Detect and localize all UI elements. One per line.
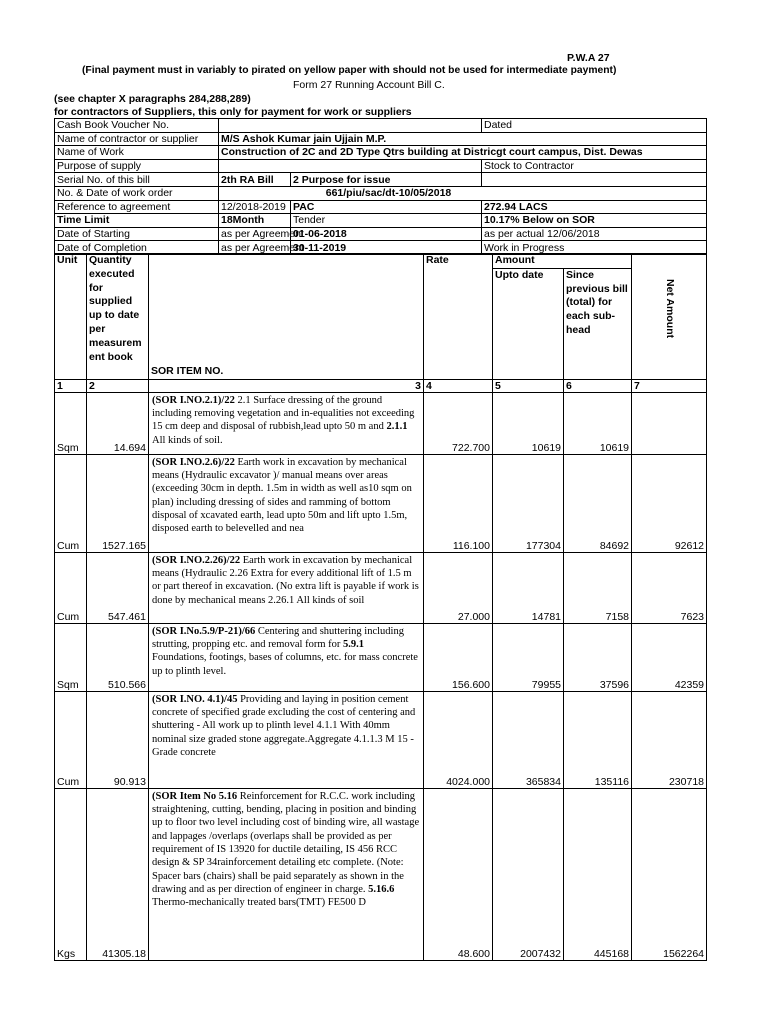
row-since-amount: 10619	[564, 392, 632, 454]
table-row	[55, 623, 707, 691]
work-value: Construction of 2C and 2D Type Qtrs building at Districgt court campus, Dist. Dewas	[219, 146, 707, 160]
form-code: P.W.A 27	[567, 52, 610, 64]
row-unit: Cum	[55, 552, 87, 623]
row-unit: Sqm	[55, 623, 87, 691]
col-number: 1	[55, 379, 87, 392]
purpose-label: Purpose of supply	[55, 159, 219, 173]
row-rate: 722.700	[424, 392, 493, 454]
sor-code: (SOR I.NO.2.1)/22	[152, 394, 235, 406]
purpose-issue: 2 Purpose for issue	[291, 173, 482, 187]
row-since-amount: 7158	[564, 552, 632, 623]
row-description	[149, 691, 424, 788]
row-quantity: 547.461	[87, 552, 149, 623]
sor-subcode: 5.16.6	[368, 883, 395, 895]
sor-text: Reinforcement for R.C.C. work including straightening, cutting, bending, placing in position and binding up to floor two level including cost of binding wire, all wastage and lappages /overlaps (overlaps shall be provided as per requirement of IS 13920 for ductile detailing, IS 456 RCC design & SP 34rainforcement detailing etc complete. (Note: Spacer bars (chairs) shall be paid separately as shown in the drawing and as per direction of engineer in charge.	[152, 790, 420, 895]
bill-info-table	[54, 118, 707, 255]
row-description	[149, 392, 424, 454]
table-row	[55, 392, 707, 454]
dated-label: Dated	[482, 119, 707, 133]
start-label: Date of Starting	[55, 227, 219, 241]
row-unit: Cum	[55, 454, 87, 552]
col-item-header: SOR ITEM NO.	[149, 254, 424, 380]
sor-subcode: 2.1.1	[386, 421, 408, 433]
info-row-serial	[55, 173, 707, 187]
info-row-purpose	[55, 159, 707, 173]
row-net-amount: 42359	[632, 623, 707, 691]
col-net-header	[632, 254, 707, 380]
agreement-value: 12/2018-2019	[219, 200, 291, 214]
sor-text: Earth work in excavation by mechanical means (Hydraulic excavator )/ manual means over areas (exceeding 30cm in depth. 1.5m in width as well as10 sqm on plan) including dressing of sides and ramming of bottom disposal of xcavated earth, lead upto 50m and lift upto 1.5m, disposed earth to belevelled and nea	[152, 456, 412, 535]
row-since-amount: 445168	[564, 788, 632, 960]
row-upto-amount: 365834	[493, 691, 564, 788]
completion-label: Date of Completion	[55, 241, 219, 255]
row-net-amount: 92612	[632, 454, 707, 552]
info-row-time	[55, 214, 707, 228]
net-amount-label: Net Amount	[663, 279, 676, 339]
pac-label: PAC	[291, 200, 482, 214]
sor-code: (SOR I.NO.2.26)/22	[152, 554, 241, 566]
row-rate: 48.600	[424, 788, 493, 960]
row-unit: Cum	[55, 691, 87, 788]
col-number: 3	[149, 379, 424, 392]
info-row-contractor	[55, 132, 707, 146]
row-description	[149, 454, 424, 552]
sor-code: (SOR I.NO.2.6)/22	[152, 456, 235, 468]
agreement-label: Reference to agreement	[55, 200, 219, 214]
instruction-line: (Final payment must in variably to pirated on yellow paper with should not be used for intermediate payment)	[82, 65, 617, 76]
work-status: Work in Progress	[482, 241, 707, 255]
sor-subcode: 5.9.1	[343, 639, 364, 651]
sor-code: (SOR Item No 5.16	[152, 790, 238, 802]
order-value: 661/piu/sac/dt-10/05/2018	[219, 186, 707, 200]
info-row-work	[55, 146, 707, 160]
scope-line: for contractors of Suppliers, this only for payment for work or suppliers	[54, 106, 412, 118]
sor-text: Providing and laying in position cement concrete of specified grade excluding the cost of centering and shuttering - All work up to plinth level 4.1.1 With 40mm nominal size graded stone aggregate.Aggregate 4.1.1.3 M 15 - Grade concrete	[152, 693, 416, 758]
info-row-cash-book	[55, 119, 707, 133]
table-header-row	[55, 254, 707, 269]
row-rate: 27.000	[424, 552, 493, 623]
work-label: Name of Work	[55, 146, 219, 160]
column-number-row	[55, 379, 707, 392]
start-agreement-value: 01-06-2018	[291, 227, 482, 241]
col-number: 4	[424, 379, 493, 392]
pac-value: 272.94 LACS	[482, 200, 707, 214]
contractor-label: Name of contractor or supplier	[55, 132, 219, 146]
table-row	[55, 691, 707, 788]
col-number: 7	[632, 379, 707, 392]
col-number: 6	[564, 379, 632, 392]
row-rate: 156.600	[424, 623, 493, 691]
row-upto-amount: 14781	[493, 552, 564, 623]
row-since-amount: 84692	[564, 454, 632, 552]
chapter-reference: (see chapter X paragraphs 284,288,289)	[54, 93, 251, 105]
row-since-amount: 37596	[564, 623, 632, 691]
col-number: 2	[87, 379, 149, 392]
time-value: 18Month	[219, 214, 291, 228]
purpose-value	[219, 159, 482, 173]
row-net-amount: 1562264	[632, 788, 707, 960]
time-label: Time Limit	[55, 214, 219, 228]
sor-text: Earth work in excavation by mechanical means (Hydraulic 2.26 Extra for every additional lift of 1.5 m or part thereof in excavation. (No extra lift is payable if work is done by mechanical means 2.26.1 All kinds of soil	[152, 554, 419, 606]
sor-code: (SOR I.No.5.9/P-21)/66	[152, 625, 256, 637]
order-label: No. & Date of work order	[55, 186, 219, 200]
row-rate: 116.100	[424, 454, 493, 552]
cash-book-label: Cash Book Voucher No.	[55, 119, 219, 133]
serial-value: 2th RA Bill	[219, 173, 291, 187]
completion-agreement-label: as per Agreement	[219, 241, 291, 255]
sor-text: Centering and shuttering including strutting, propping etc. and removal form for	[152, 625, 404, 651]
row-net-amount: 230718	[632, 691, 707, 788]
col-qty-header: Quantity executed for supplied up to date per measurem ent book	[87, 254, 149, 380]
completion-agreement-value: 30-11-2019	[291, 241, 482, 255]
sor-code: (SOR I.NO. 4.1)/45	[152, 693, 238, 705]
stock-label: Stock to Contractor	[482, 159, 707, 173]
row-quantity: 510.566	[87, 623, 149, 691]
col-amount-header: Amount	[493, 254, 632, 269]
info-row-agreement	[55, 200, 707, 214]
row-unit: Sqm	[55, 392, 87, 454]
sor-subtext: All kinds of soil.	[152, 434, 223, 446]
row-description	[149, 552, 424, 623]
form-title: Form 27 Running Account Bill C.	[293, 79, 445, 91]
tender-value: 10.17% Below on SOR	[482, 214, 707, 228]
row-quantity: 41305.18	[87, 788, 149, 960]
row-upto-amount: 79955	[493, 623, 564, 691]
row-upto-amount: 177304	[493, 454, 564, 552]
info-row-start	[55, 227, 707, 241]
row-quantity: 90.913	[87, 691, 149, 788]
row-upto-amount: 10619	[493, 392, 564, 454]
col-upto-header: Upto date	[493, 268, 564, 379]
sor-text: 2.1 Surface dressing of the ground including removing vegetation and in-equalities not exceeding 15 cm deep and disposal of rubbish,lead upto 50 m and	[152, 394, 415, 433]
table-row	[55, 552, 707, 623]
row-quantity: 14.694	[87, 392, 149, 454]
table-row	[55, 788, 707, 960]
row-quantity: 1527.165	[87, 454, 149, 552]
row-upto-amount: 2007432	[493, 788, 564, 960]
start-actual: as per actual 12/06/2018	[482, 227, 707, 241]
table-row	[55, 454, 707, 552]
info-row-order	[55, 186, 707, 200]
serial-label: Serial No. of this bill	[55, 173, 219, 187]
sor-subtext: Thermo-mechanically treated bars(TMT) FE500 D	[152, 897, 367, 909]
row-description	[149, 788, 424, 960]
row-since-amount: 135116	[564, 691, 632, 788]
row-unit: Kgs	[55, 788, 87, 960]
col-since-header: Since previous bill (total) for each sub-head	[564, 268, 632, 379]
contractor-value: M/S Ashok Kumar jain Ujjain M.P.	[219, 132, 707, 146]
start-agreement-label: as per Agreement	[219, 227, 291, 241]
col-rate-header: Rate	[424, 254, 493, 380]
col-number: 5	[493, 379, 564, 392]
row-description	[149, 623, 424, 691]
sor-subtext: Foundations, footings, bases of columns, etc. for mass concrete up to plinth level.	[152, 652, 418, 677]
tender-label: Tender	[291, 214, 482, 228]
row-rate: 4024.000	[424, 691, 493, 788]
col-unit-header: Unit	[55, 254, 87, 380]
cash-book-value	[219, 119, 482, 133]
bill-items-table	[54, 253, 707, 961]
row-net-amount: 7623	[632, 552, 707, 623]
row-net-amount	[632, 392, 707, 454]
